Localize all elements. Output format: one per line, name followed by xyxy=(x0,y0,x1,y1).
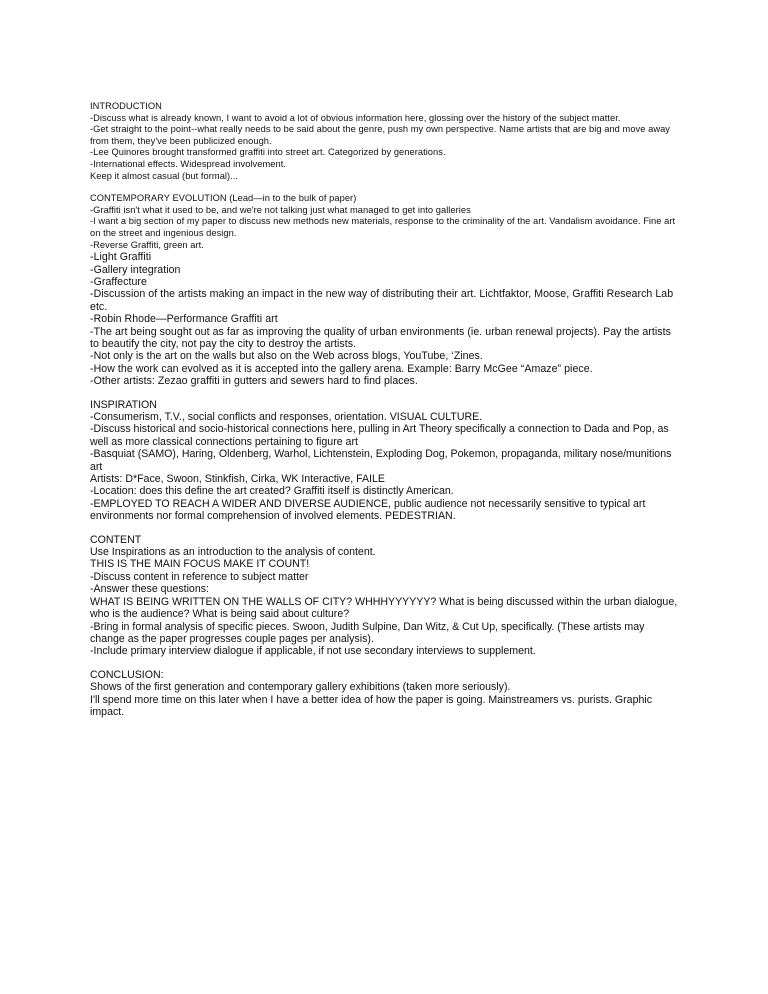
section-line: -Answer these questions: xyxy=(90,583,209,596)
section-line: -Gallery integration xyxy=(90,263,181,276)
document-page xyxy=(90,101,682,729)
section-line: -Other artists: Zezao graffiti in gutters and sewers hard to find places. xyxy=(90,375,418,388)
section-line: Keep it almost casual (but formal)... xyxy=(90,170,239,181)
section-line: -Discuss what is already known, I want to avoid a lot of obvious information here, glossing over the history of the subject matter. xyxy=(90,112,621,123)
section-line: -Get straight to the point--what really needs to be said about the genre, push my own perspective. Name artists that are big and move away from them, they've been publicized enough. xyxy=(90,124,670,146)
section-line: I'll spend more time on this later when I have a better idea of how the paper is going. Mainstreamers vs. purists. Graphic impact. xyxy=(90,693,653,718)
section-heading: CONTEMPORARY EVOLUTION (Lead—in to the bulk of paper) xyxy=(90,193,357,204)
section-line: -How the work can evolved as it is accepted into the gallery arena. Example: Barry McGee “Amaze” piece. xyxy=(90,362,593,375)
section-heading: CONTENT xyxy=(90,533,142,546)
section-line: -Light Graffiti xyxy=(90,251,152,264)
section-line: -Graffiti isn't what it used to be, and we're not talking just what managed to get into galleries xyxy=(90,204,471,215)
section-line: -Consumerism, T.V., social conflicts and responses, orientation. VISUAL CULTURE. xyxy=(90,411,483,423)
section-line: -Location: does this define the art created? Graffiti itself is distinctly American. xyxy=(90,485,454,498)
section-line: -Basquiat (SAMO), Haring, Oldenberg, Warhol, Lichtenstein, Exploding Dog, Pokemon, propaganda, military nose/munitions art xyxy=(90,448,672,473)
section-contemporary-evolution xyxy=(90,193,682,387)
section-line: -Bring in formal analysis of specific pieces. Swoon, Judith Sulpine, Dan Witz, & Cut Up, specifically. (These artists may change as the paper progresses couple pages per analysis). xyxy=(90,620,645,645)
section-line: WHAT IS BEING WRITTEN ON THE WALLS OF CITY? WHHHYYYYYY? What is being discussed within the urban dialogue, who is the audience? What is being said about culture? xyxy=(90,595,678,621)
section-line: -EMPLOYED TO REACH A WIDER AND DIVERSE AUDIENCE, public audience not necessarily sensitive to typical art environments nor formal comprehension of involved elements. PEDESTRIAN. xyxy=(90,497,646,523)
section-content xyxy=(90,534,682,658)
section-line: -Reverse Graffiti, green art. xyxy=(90,239,204,250)
section-line: -Robin Rhode—Performance Graffiti art xyxy=(90,313,278,326)
section-line: -Lee Quinores brought transformed graffiti into street art. Categorized by generations. xyxy=(90,147,446,158)
section-inspiration xyxy=(90,399,682,523)
section-line: Use Inspirations as an introduction to the analysis of content. xyxy=(90,546,376,559)
section-line: Artists: D*Face, Swoon, Stinkfish, Cirka, WK Interactive, FAILE xyxy=(90,473,385,486)
section-line: -Discuss content in reference to subject matter xyxy=(90,570,309,583)
section-line: -I want a big section of my paper to discuss new methods new materials, response to the criminality of the art. Vandalism avoidance. Fine art on the street and ingenious design. xyxy=(90,216,676,238)
section-conclusion xyxy=(90,669,682,719)
section-line: -Discuss historical and socio-historical connections here, pulling in Art Theory specifically a connection to Dada and Pop, as well as more classical connections pertaining to figure art xyxy=(90,423,669,448)
section-line: -Graffecture xyxy=(90,275,147,288)
section-heading: INTRODUCTION xyxy=(90,101,162,111)
section-introduction xyxy=(90,101,682,182)
section-line: -Not only is the art on the walls but also on the Web across blogs, YouTube, ‘Zines. xyxy=(90,350,483,363)
section-line: -The art being sought out as far as improving the quality of urban environments (ie. urban renewal projects). Pay the artists to beautify the city, not pay the city to destroy the artists. xyxy=(90,325,671,350)
section-line: Shows of the first generation and contemporary gallery exhibitions (taken more seriously). xyxy=(90,681,511,694)
section-line: -Discussion of the artists making an impact in the new way of distributing their art. Lichtfaktor, Moose, Graffiti Research Lab etc. xyxy=(90,288,674,313)
section-line: -Include primary interview dialogue if applicable, if not use secondary interviews to supplement. xyxy=(90,645,536,658)
section-line: -International effects. Widespread involvement. xyxy=(90,158,286,169)
section-heading: INSPIRATION xyxy=(90,398,157,411)
section-heading: CONCLUSION: xyxy=(90,668,164,681)
section-line: THIS IS THE MAIN FOCUS MAKE IT COUNT! xyxy=(90,558,310,571)
